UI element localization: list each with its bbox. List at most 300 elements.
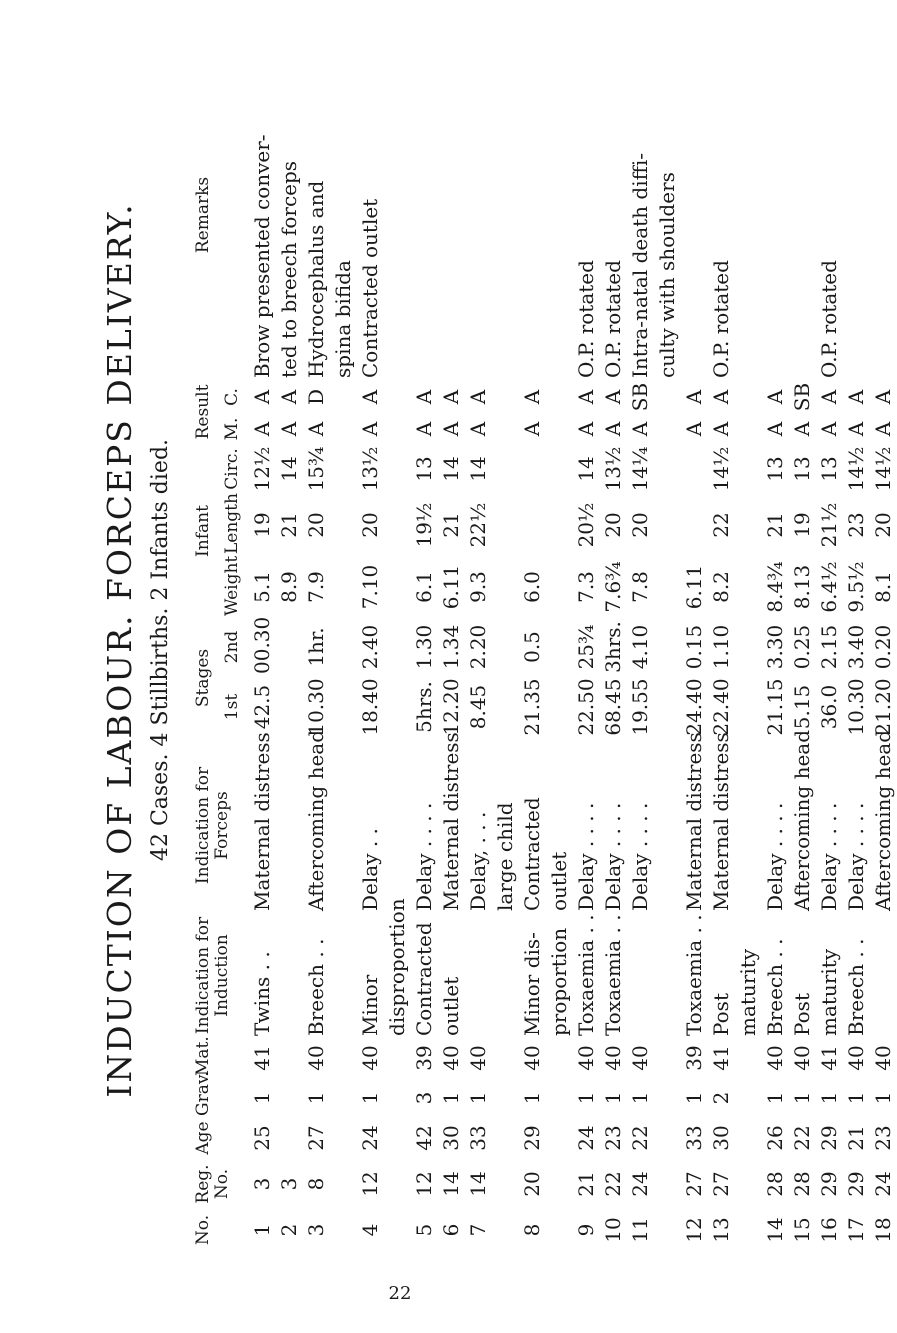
cell-circ: 14	[466, 456, 491, 482]
cell-mat: 41	[250, 1045, 275, 1071]
header-age: Age	[193, 1121, 213, 1155]
cell-c: A	[358, 389, 383, 405]
table-body	[249, 50, 897, 1250]
table-row	[546, 50, 573, 1250]
cell-weight	[654, 556, 681, 618]
header-no: No.	[193, 1214, 213, 1246]
cell-mat: 39	[412, 1045, 437, 1071]
cell-s1: 10.30	[844, 678, 869, 736]
cell-no: 14	[763, 1217, 788, 1243]
cell-age: 42	[412, 1125, 437, 1151]
cell-no: 12	[682, 1217, 707, 1243]
cell-c: D	[304, 388, 329, 406]
cell-grav	[546, 1078, 573, 1118]
header-result: Result	[193, 384, 213, 440]
cell-circ	[681, 444, 708, 494]
cell-c: A	[763, 389, 788, 405]
cell-age: 24	[574, 1125, 599, 1151]
cell-c	[654, 380, 681, 414]
cell-length: 20	[601, 512, 626, 538]
cell-weight: 7.6¾	[601, 561, 626, 613]
cell-forceps: outlet	[547, 851, 572, 911]
forceps-delivery-table	[192, 50, 897, 1250]
cell-mat: 41	[817, 1045, 842, 1071]
cell-remarks	[411, 50, 438, 380]
cell-remarks	[519, 50, 546, 380]
cell-grav: 1	[304, 1091, 329, 1105]
cell-age	[735, 1118, 762, 1158]
cell-circ: 14½	[709, 446, 734, 492]
cell-ind: Breech . .	[844, 938, 869, 1036]
cell-remarks	[438, 50, 465, 380]
table-row	[465, 50, 492, 1250]
cell-s1	[654, 676, 681, 738]
cell-no: 4	[358, 1223, 383, 1237]
cell-age: 26	[763, 1125, 788, 1151]
cell-weight	[546, 556, 573, 618]
cell-mat: 40	[628, 1045, 653, 1071]
cell-mat: 40	[871, 1045, 896, 1071]
cell-length	[654, 494, 681, 556]
cell-s1: 42.5	[250, 684, 275, 730]
cell-circ	[735, 444, 762, 494]
cell-s1: 21.35	[520, 678, 545, 736]
cell-s2: 1.10	[709, 624, 734, 670]
header-infant: Infant	[193, 505, 213, 557]
page-subtitle: 42 Cases. 4 Stillbirths. 2 Infants died.	[148, 438, 173, 862]
cell-ind: Minor	[358, 974, 383, 1036]
cell-ind: Breech . .	[763, 938, 788, 1036]
cell-no: 1	[250, 1223, 275, 1237]
cell-grav: 1	[439, 1091, 464, 1105]
cell-s2: 0.20	[871, 624, 896, 670]
cell-ind: Minor dis-	[520, 932, 545, 1036]
cell-grav: 1	[682, 1091, 707, 1105]
cell-reg: 3	[277, 1177, 302, 1191]
cell-no: 10	[601, 1217, 626, 1243]
cell-s1: 22.40	[709, 678, 734, 736]
cell-weight	[492, 556, 519, 618]
cell-forceps	[276, 738, 303, 913]
cell-grav: 1	[844, 1091, 869, 1105]
cell-reg: 20	[520, 1171, 545, 1197]
cell-circ	[492, 444, 519, 494]
cell-forceps: Delay . . . .	[412, 802, 437, 911]
cell-grav	[276, 1078, 303, 1118]
cell-remarks	[843, 50, 870, 380]
cell-weight: 9.5½	[844, 561, 869, 613]
cell-forceps: Delay . .	[358, 828, 383, 911]
header-circ: Circ.	[221, 448, 242, 490]
cell-age: 33	[682, 1125, 707, 1151]
cell-mat	[735, 1038, 762, 1078]
cell-forceps: Delay . . . .	[844, 802, 869, 911]
cell-no: 17	[844, 1217, 869, 1243]
cell-grav: 1	[817, 1091, 842, 1105]
cell-s1: 5hrs.	[412, 681, 437, 733]
cell-c: A	[412, 389, 437, 405]
cell-ind: disproportion	[385, 898, 410, 1036]
cell-no: 9	[574, 1223, 599, 1237]
cell-s2: 3hrs.	[601, 621, 626, 673]
cell-no: 3	[304, 1223, 329, 1237]
cell-s1	[384, 676, 411, 738]
cell-ind: Breech . .	[304, 938, 329, 1036]
cell-s2: 0.15	[682, 624, 707, 670]
cell-circ: 13	[412, 456, 437, 482]
cell-c: A	[277, 389, 302, 405]
cell-no: 11	[628, 1217, 653, 1243]
cell-reg: 29	[817, 1171, 842, 1197]
cell-length: 22½	[466, 502, 491, 548]
cell-m	[330, 414, 357, 444]
table-row	[492, 50, 519, 1250]
cell-mat	[276, 1038, 303, 1078]
cell-s2: 0.5	[520, 631, 545, 663]
table-row	[249, 50, 276, 1250]
page-number: 22	[388, 1283, 412, 1304]
cell-circ: 14	[277, 456, 302, 482]
cell-length: 20	[358, 512, 383, 538]
cell-ind: outlet	[439, 976, 464, 1036]
cell-remarks	[762, 50, 789, 380]
cell-weight	[384, 556, 411, 618]
cell-s1: 21.15	[763, 678, 788, 736]
cell-reg: 14	[466, 1171, 491, 1197]
cell-grav: 1	[574, 1091, 599, 1105]
cell-s2: 00.30	[250, 616, 275, 674]
cell-no	[384, 1210, 411, 1250]
cell-s1: 68.45	[601, 678, 626, 736]
table-row	[843, 50, 870, 1250]
cell-ind: Post	[790, 993, 815, 1036]
header-mat: Mat.	[193, 1036, 213, 1076]
cell-length: 20½	[574, 502, 599, 548]
cell-circ: 12½	[250, 446, 275, 492]
cell-c: A	[574, 389, 599, 405]
cell-weight: 8.2	[709, 571, 734, 603]
cell-s2: 2.40	[358, 624, 383, 670]
cell-reg: 8	[304, 1177, 329, 1191]
header-stages: Stages	[193, 648, 213, 708]
cell-m: A	[871, 421, 896, 437]
table-row	[303, 50, 330, 1250]
cell-m: A	[250, 421, 275, 437]
cell-grav: 3	[412, 1091, 437, 1105]
cell-ind: Post	[709, 993, 734, 1036]
cell-remarks	[546, 50, 573, 380]
cell-s2: 3.40	[844, 624, 869, 670]
table-row	[816, 50, 843, 1250]
header-indication-induction: Indication for Induction	[193, 916, 232, 1035]
cell-c	[330, 380, 357, 414]
cell-age: 23	[871, 1125, 896, 1151]
header-result-m: M.	[221, 417, 242, 441]
cell-mat	[492, 1038, 519, 1078]
cell-no: 15	[790, 1217, 815, 1243]
cell-remarks	[465, 50, 492, 380]
cell-m: A	[574, 421, 599, 437]
cell-weight: 9.3	[466, 571, 491, 603]
cell-reg	[330, 1158, 357, 1210]
cell-circ: 13	[790, 456, 815, 482]
cell-s1	[735, 676, 762, 738]
cell-length: 23	[844, 512, 869, 538]
cell-ind: Contracted	[412, 922, 437, 1036]
cell-c: A	[250, 389, 275, 405]
cell-weight: 7.8	[628, 571, 653, 603]
cell-c	[384, 380, 411, 414]
cell-ind	[276, 913, 303, 1038]
cell-c	[492, 380, 519, 414]
table-row	[870, 50, 897, 1250]
table-row	[600, 50, 627, 1250]
cell-reg: 27	[682, 1171, 707, 1197]
cell-m: A	[682, 421, 707, 437]
cell-m	[492, 414, 519, 444]
cell-no: 16	[817, 1217, 842, 1243]
cell-m: A	[304, 421, 329, 437]
cell-grav: 1	[601, 1091, 626, 1105]
cell-m: A	[817, 421, 842, 437]
cell-age	[330, 1118, 357, 1158]
cell-weight: 6.11	[682, 564, 707, 610]
cell-remarks: ted to breech forceps	[277, 160, 302, 378]
cell-circ: 14½	[871, 446, 896, 492]
cell-weight: 8.9	[277, 571, 302, 603]
cell-s1: 24.40	[682, 678, 707, 736]
cell-mat: 40	[790, 1045, 815, 1071]
cell-c: A	[817, 389, 842, 405]
cell-forceps: Delay, . . .	[466, 811, 491, 911]
cell-ind	[492, 913, 519, 1038]
cell-reg: 28	[790, 1171, 815, 1197]
cell-remarks: O.P. rotated	[601, 260, 626, 378]
cell-reg: 24	[871, 1171, 896, 1197]
cell-no: 6	[439, 1223, 464, 1237]
table-row	[357, 50, 384, 1250]
cell-s2	[384, 618, 411, 676]
cell-reg: 24	[628, 1171, 653, 1197]
cell-length	[681, 494, 708, 556]
cell-mat: 40	[466, 1045, 491, 1071]
cell-age	[546, 1118, 573, 1158]
cell-forceps	[330, 738, 357, 913]
cell-reg: 22	[601, 1171, 626, 1197]
cell-mat: 40	[601, 1045, 626, 1071]
cell-ind: Toxaemia . .	[601, 914, 626, 1036]
cell-mat	[654, 1038, 681, 1078]
cell-s1: 19.55	[628, 678, 653, 736]
cell-age: 22	[628, 1125, 653, 1151]
cell-no: 13	[709, 1217, 734, 1243]
cell-c	[546, 380, 573, 414]
cell-s2	[330, 618, 357, 676]
cell-s2: 2.15	[817, 624, 842, 670]
cell-ind: Toxaemia . .	[682, 914, 707, 1036]
cell-s2: 2.20	[466, 624, 491, 670]
cell-length	[519, 494, 546, 556]
cell-forceps: Maternal distress	[439, 732, 464, 911]
cell-length: 21½	[817, 502, 842, 548]
cell-weight: 7.9	[304, 571, 329, 603]
cell-m: A	[358, 421, 383, 437]
cell-length	[546, 494, 573, 556]
cell-c: A	[871, 389, 896, 405]
cell-reg	[546, 1158, 573, 1210]
cell-grav	[330, 1078, 357, 1118]
cell-s2: 1.34	[439, 624, 464, 670]
cell-length	[330, 494, 357, 556]
cell-m	[546, 414, 573, 444]
cell-m: A	[277, 421, 302, 437]
cell-s1	[330, 676, 357, 738]
cell-remarks: Hydrocephalus and	[304, 180, 329, 378]
cell-age	[492, 1118, 519, 1158]
header-grav: Grav.	[193, 1071, 213, 1116]
cell-no: 8	[520, 1223, 545, 1237]
cell-mat: 40	[844, 1045, 869, 1071]
cell-c: A	[709, 389, 734, 405]
cell-ind: maturity	[736, 948, 761, 1036]
cell-weight: 7.10	[358, 564, 383, 610]
cell-forceps: Delay . . . .	[763, 802, 788, 911]
cell-circ: 13	[817, 456, 842, 482]
cell-reg: 12	[358, 1171, 383, 1197]
cell-age: 21	[844, 1125, 869, 1151]
cell-s2: 1.30	[412, 624, 437, 670]
cell-m: A	[601, 421, 626, 437]
cell-forceps: Delay . . . .	[574, 802, 599, 911]
cell-weight: 8.1	[871, 571, 896, 603]
cell-remarks	[789, 50, 816, 380]
cell-age: 25	[250, 1125, 275, 1151]
cell-ind	[465, 913, 492, 1038]
cell-ind: Twins . .	[250, 951, 275, 1036]
cell-s2	[735, 618, 762, 676]
cell-forceps: Contracted	[520, 797, 545, 911]
cell-forceps: Aftercoming head	[871, 729, 896, 911]
cell-s2	[276, 618, 303, 676]
table-row	[654, 50, 681, 1250]
table-row	[681, 50, 708, 1250]
cell-remarks: O.P. rotated	[574, 260, 599, 378]
cell-m: A	[844, 421, 869, 437]
rotated-table-sheet	[100, 50, 896, 1250]
header-stage-2nd: 2nd	[221, 630, 242, 664]
table-row	[384, 50, 411, 1250]
cell-s1	[276, 676, 303, 738]
cell-s2: 25¾	[574, 624, 599, 670]
table-row	[573, 50, 600, 1250]
cell-age: 30	[439, 1125, 464, 1151]
cell-s2: 4.10	[628, 624, 653, 670]
cell-weight: 8.4¾	[763, 561, 788, 613]
cell-length: 22	[709, 512, 734, 538]
cell-length: 20	[304, 512, 329, 538]
cell-grav: 1	[358, 1091, 383, 1105]
cell-grav: 2	[709, 1091, 734, 1105]
cell-s1: 8.45	[466, 684, 491, 730]
cell-mat: 40	[304, 1045, 329, 1071]
cell-circ	[519, 444, 546, 494]
cell-mat: 41	[709, 1045, 734, 1071]
cell-no: 7	[466, 1223, 491, 1237]
cell-s1: 21.20	[871, 678, 896, 736]
cell-age: 30	[709, 1125, 734, 1151]
table-row	[330, 50, 357, 1250]
cell-reg: 28	[763, 1171, 788, 1197]
cell-mat	[384, 1038, 411, 1078]
cell-weight	[330, 556, 357, 618]
cell-circ: 13	[763, 456, 788, 482]
cell-m: A	[439, 421, 464, 437]
cell-mat: 40	[574, 1045, 599, 1071]
cell-m: A	[709, 421, 734, 437]
cell-s1: 18.40	[358, 678, 383, 736]
cell-weight: 8.13	[790, 564, 815, 610]
cell-mat: 40	[439, 1045, 464, 1071]
cell-no	[330, 1210, 357, 1250]
cell-circ: 14½	[844, 446, 869, 492]
cell-circ: 13½	[358, 446, 383, 492]
cell-grav: 1	[250, 1091, 275, 1105]
cell-no: 5	[412, 1223, 437, 1237]
cell-length: 20	[871, 512, 896, 538]
cell-mat: 39	[682, 1045, 707, 1071]
cell-remarks: O.P. rotated	[709, 260, 734, 378]
cell-weight: 6.0	[520, 571, 545, 603]
cell-remarks	[492, 50, 519, 380]
cell-ind: maturity	[817, 948, 842, 1036]
cell-grav: 1	[871, 1091, 896, 1105]
cell-weight: 6.11	[439, 564, 464, 610]
table-row	[789, 50, 816, 1250]
header-length: Length	[221, 493, 242, 554]
cell-remarks	[681, 50, 708, 380]
cell-age: 27	[304, 1125, 329, 1151]
table-row	[735, 50, 762, 1250]
cell-age: 33	[466, 1125, 491, 1151]
table-header-row	[192, 50, 221, 1250]
cell-c: A	[682, 389, 707, 405]
cell-c: A	[439, 389, 464, 405]
cell-grav: 1	[520, 1091, 545, 1105]
cell-remarks	[870, 50, 897, 380]
cell-c: SB	[628, 382, 653, 412]
cell-ind	[870, 913, 897, 1038]
cell-s1: 12.20	[439, 678, 464, 736]
cell-mat: 40	[763, 1045, 788, 1071]
cell-forceps: Maternal distress	[709, 732, 734, 911]
cell-circ: 14	[574, 456, 599, 482]
table-row	[762, 50, 789, 1250]
cell-reg	[654, 1158, 681, 1210]
cell-length	[492, 494, 519, 556]
cell-reg	[384, 1158, 411, 1210]
cell-length: 19	[790, 512, 815, 538]
cell-remarks: Intra-natal death diffi-	[628, 153, 653, 378]
cell-reg: 27	[709, 1171, 734, 1197]
cell-m: A	[790, 421, 815, 437]
table-row	[411, 50, 438, 1250]
cell-age	[654, 1118, 681, 1158]
header-reg-no: Reg. No.	[193, 1164, 232, 1204]
cell-age	[276, 1118, 303, 1158]
cell-forceps: Aftercoming head	[790, 729, 815, 911]
cell-mat: 40	[358, 1045, 383, 1071]
cell-reg: 14	[439, 1171, 464, 1197]
